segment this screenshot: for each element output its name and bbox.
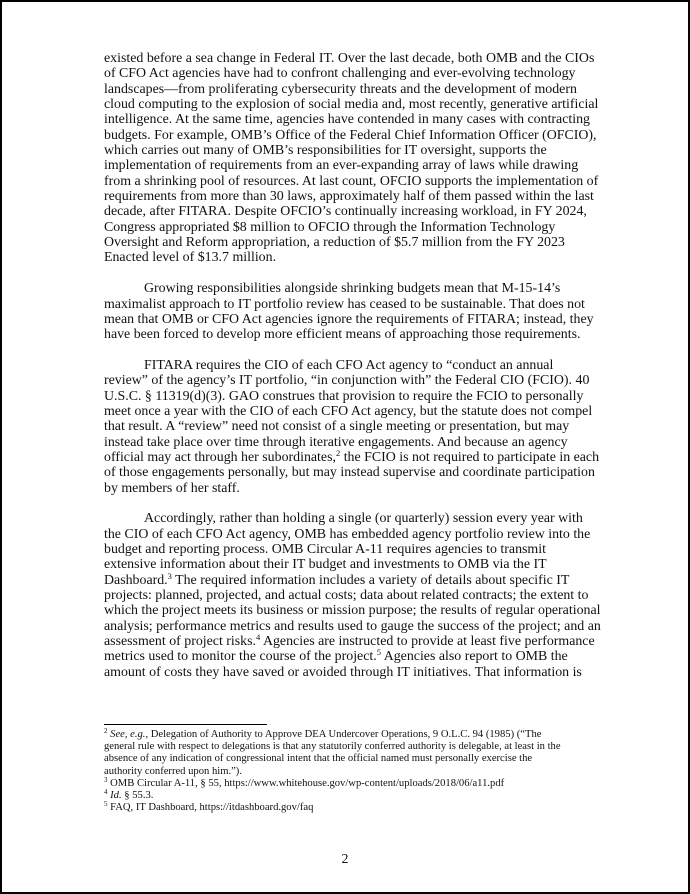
footnote-reference[interactable]: 4: [256, 632, 261, 643]
text-line: budget and reporting process. OMB Circular A-11 requires agencies to transmit: [104, 542, 546, 557]
text-line: by members of her staff.: [104, 480, 240, 496]
text-line: analysis; performance metrics and results used to gauge the success of the project; and an: [104, 618, 601, 634]
text-segment: the FCIO is not required to participate in each: [340, 449, 600, 465]
paragraph: [104, 281, 604, 342]
text-line: Enacted level of $13.7 million.: [104, 250, 277, 266]
footnote-reference[interactable]: 2: [335, 447, 341, 458]
text-line: existed before a sea change in Federal IT. Over the last decade, both OMB and the CIOs: [104, 51, 595, 66]
text-line: [104, 649, 604, 664]
footnote-text: , Delegation of Authority to Approve DEA Undercover Operations, 9 O.L.C. 94 (1985) (“The: [145, 729, 542, 740]
text-line: of those engagements personally, but may instead supervise and coordinate participation: [104, 465, 595, 481]
text-line: implementation of requirements from an ever-expanding array of laws while drawing: [104, 158, 579, 174]
text-line: Accordingly, rather than holding a single (or quarterly) session every year with: [144, 511, 583, 527]
text-line: which the project meets its business or mission purpose; the results of regular operational: [104, 603, 601, 619]
text-line: decade, after FITARA. Despite OFCIO’s continually increasing workload, in FY 2024,: [104, 204, 587, 220]
text-line: [104, 570, 604, 588]
body-text: [104, 51, 604, 695]
text-line: the CIO of each CFO Act agency, OMB has embedded agency portfolio review into the: [104, 526, 591, 542]
text-line: maximalist approach to IT portfolio review has ceased to be sustainable. That does not: [104, 296, 585, 312]
text-line: have been forced to develop more efficient means of approaching those requirements.: [104, 327, 581, 343]
text-line: that result. A “review” need not consist of a single meeting or presentation, but may: [104, 419, 570, 435]
text-line: instead take place over time through iterative engagements. And because an agency: [104, 434, 568, 450]
text-line: Oversight and Reform appropriation, a reduction of $5.7 million from the FY 2023: [104, 235, 565, 251]
text-line: review” of the agency’s IT portfolio, “in conjunction with” the Federal CIO (FCIO). 40: [104, 373, 590, 389]
text-line: U.S.C. § 11319(d)(3). GAO construes that provision to require the FCIO to personally: [104, 388, 584, 404]
footnote-separator: [104, 724, 267, 725]
text-line: landscapes—from proliferating cybersecurity threats and the development of modern: [104, 81, 577, 97]
footnote-text: OMB Circular A-11, § 55, https://www.whitehouse.gov/wp-content/uploads/2018/06/a11.pdf: [110, 777, 505, 789]
footnote: [104, 729, 604, 741]
paragraph: [104, 511, 604, 680]
text-line: projects: planned, projected, and actual costs; data about related contracts; the extent to: [104, 588, 589, 604]
text-line: Congress appropriated $8 million to OFCIO through the Information Technology: [104, 219, 556, 235]
text-segment: official may act through her subordinates,: [104, 449, 336, 465]
footnote-text: FAQ, IT Dashboard, https://itdashboard.gov/faq: [110, 802, 314, 814]
text-line: from a shrinking pool of resources. At last count, OFCIO supports the implementation of: [104, 173, 599, 189]
footnotes: [104, 729, 604, 814]
footnote: [104, 790, 604, 802]
text-segment: assessment of project risks.: [104, 634, 256, 650]
footnote-number: 4: [104, 788, 108, 797]
text-line: FITARA requires the CIO of each CFO Act agency to “conduct an annual: [144, 357, 554, 373]
citation-signal: See, e.g.: [110, 729, 146, 740]
footnote-reference[interactable]: 5: [376, 647, 381, 658]
citation-signal: Id.: [110, 790, 122, 802]
text-line: cloud computing to the explosion of social media and, most recently, generative artificial: [104, 97, 599, 113]
footnote-text: absence of any indication of congressional intent that the official named must personally exercise the: [104, 753, 533, 765]
text-segment: The required information includes a variety of details about specific IT: [171, 572, 570, 588]
text-segment: metrics used to monitor the course of the project.: [104, 649, 377, 665]
text-line: of CFO Act agencies have had to confront challenging and ever-evolving technology: [104, 66, 576, 82]
text-line: extensive information about their IT budget and investments to OMB via the IT: [104, 557, 547, 573]
footnote-text: authority conferred upon him.”).: [104, 765, 242, 777]
paragraph: [104, 51, 604, 266]
footnote-continuation: [104, 766, 604, 778]
footnote: [104, 775, 604, 790]
footnote-number: 3: [104, 775, 108, 784]
footnote-number: 5: [104, 800, 108, 809]
text-line: amount of costs they have saved or avoided through IT initiatives. That information is: [104, 664, 582, 680]
text-segment: Agencies also report to OMB the: [380, 649, 568, 665]
text-line: Growing responsibilities alongside shrinking budgets mean that M-15-14’s: [144, 281, 561, 297]
text-line: which carries out many of OMB’s responsibilities for IT oversight, supports the: [104, 143, 547, 159]
footnote-text: § 55.3.: [121, 790, 154, 802]
text-line: [104, 634, 604, 649]
text-line: [104, 447, 604, 465]
footnote: [104, 802, 604, 814]
text-line: mean that OMB or CFO Act agencies ignore the requirements of FITARA; instead, they: [104, 311, 594, 327]
footnote-text: general rule with respect to delegations is that any statutorily conferred authority is delegable, at least in the: [104, 741, 561, 753]
text-line: meet once a year with the CIO of each CFO Act agency, but the statute does not compel: [104, 403, 593, 419]
text-segment: Agencies are instructed to provide at least five performance: [260, 634, 595, 650]
text-line: requirements from more than 30 laws, approximately half of them passed within the last: [104, 189, 594, 205]
footnote-continuation: [104, 741, 604, 753]
footnote-reference[interactable]: 3: [167, 570, 172, 581]
text-line: budgets. For example, OMB’s Office of the Federal Chief Information Officer (OFCIO),: [104, 127, 597, 143]
footnote-continuation: [104, 753, 604, 765]
page-number: 2: [341, 852, 349, 867]
footnote-number: 2: [104, 727, 108, 735]
text-segment: Dashboard.: [104, 572, 168, 588]
paragraph: [104, 358, 604, 496]
text-line: intelligence. At the same time, agencies have contended in many cases with contracting: [104, 112, 591, 128]
